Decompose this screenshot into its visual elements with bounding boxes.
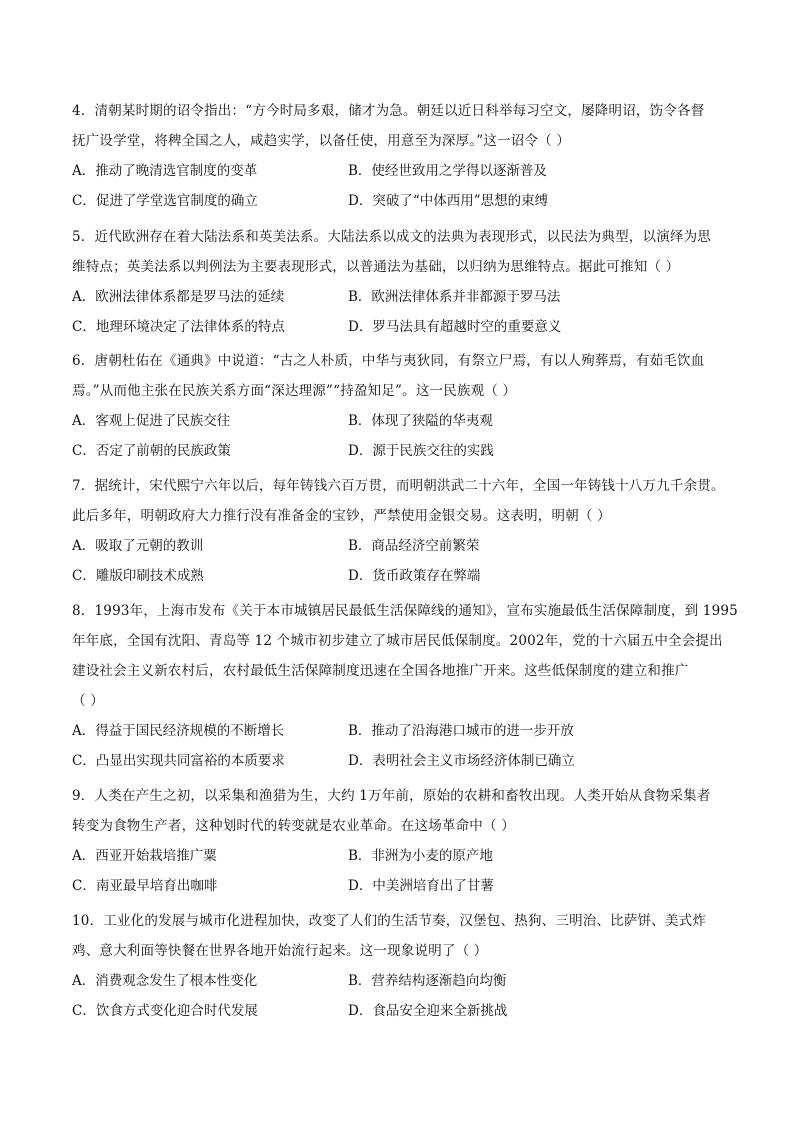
question-stem-line: 9．人类在产生之初，以采集和渔猎为生，大约 1万年前，原始的农耕和畜牧出现。人类开始从食物采集者 (72, 788, 711, 804)
option-c[interactable]: C．地理环境决定了法律体系的特点 (72, 319, 285, 335)
option-row (72, 746, 732, 776)
option-row (72, 156, 732, 186)
option-a[interactable]: A．客观上促进了民族交往 (72, 413, 231, 429)
question-stem-line: （ ） (72, 693, 104, 709)
option-d[interactable]: D．源于民族交往的实践 (348, 443, 494, 459)
option-b[interactable]: B．商品经济空前繁荣 (348, 538, 480, 554)
question-stem-line: 4．清朝某时期的诏令指出：“方今时局多艰，储才为急。朝廷以近日科举每习空文，屡降明诏，饬令各督 (72, 103, 705, 119)
option-b[interactable]: B．欧洲法律体系并非都源于罗马法 (348, 289, 561, 305)
option-b[interactable]: B．推动了沿海港口城市的进一步开放 (348, 723, 574, 739)
option-d[interactable]: D．中美洲培育出了甘薯 (348, 878, 494, 894)
option-b[interactable]: B．营养结构逐渐趋向均衡 (348, 973, 507, 989)
question-stem-line: 8．1993年，上海市发布《关于本市城镇居民最低生活保障线的通知》，宣布实施最低生活保障制度，到 1995 (72, 603, 738, 619)
question-6 (72, 346, 732, 466)
option-c[interactable]: C．否定了前朝的民族政策 (72, 443, 231, 459)
option-row (72, 996, 732, 1026)
question-5 (72, 222, 732, 342)
option-row (72, 966, 732, 996)
question-stem-line: 转变为食物生产者，这种划时代的转变就是农业革命。在这场革命中（ ） (72, 818, 515, 834)
question-stem-line: 建设社会主义新农村后，农村最低生活保障制度迅速在全国各地推广开来。这些低保制度的建立和推广 (72, 663, 689, 679)
option-d[interactable]: D．食品安全迎来全新挑战 (348, 1003, 508, 1019)
option-a[interactable]: A．西亚开始栽培推广粟 (72, 848, 217, 864)
option-a[interactable]: A．吸取了元朝的教训 (72, 538, 204, 554)
option-row (72, 561, 732, 591)
option-a[interactable]: A．欧洲法律体系都是罗马法的延续 (72, 289, 285, 305)
option-c[interactable]: C．促进了学堂选官制度的确立 (72, 193, 258, 209)
question-stem-line: 焉。”从而他主张在民族关系方面“深达理源”“持盈知足”。这一民族观（ ） (72, 383, 517, 399)
option-row (72, 841, 732, 871)
option-d[interactable]: D．表明社会主义市场经济体制已确立 (348, 753, 575, 769)
option-row (72, 312, 732, 342)
option-d[interactable]: D．货币政策存在弊端 (348, 568, 481, 584)
question-8 (72, 596, 738, 776)
option-c[interactable]: C．凸显出实现共同富裕的本质要求 (72, 753, 285, 769)
question-stem-line: 鸡、意大利面等快餐在世界各地开始流行起来。这一现象说明了（ ） (72, 943, 488, 959)
question-4 (72, 96, 732, 216)
question-stem-line: 此后多年，明朝政府大力推行没有准备金的宝钞，严禁使用金银交易。这表明，明朝（ ） (72, 508, 611, 524)
option-row (72, 531, 732, 561)
option-row (72, 871, 732, 901)
option-row (72, 282, 732, 312)
option-b[interactable]: B．非洲为小麦的原产地 (348, 848, 493, 864)
option-b[interactable]: B．使经世致用之学得以逐渐普及 (348, 163, 547, 179)
question-stem-line: 年年底，全国有沈阳、青岛等 12 个城市初步建立了城市居民低保制度。2002年，党的十六届五中全会提出 (72, 633, 723, 649)
option-row (72, 186, 732, 216)
option-b[interactable]: B．体现了狭隘的华夷观 (348, 413, 493, 429)
question-stem-line: 6．唐朝杜佑在《通典》中说道：“古之人朴质，中华与夷狄同，有祭立尸焉，有以人殉葬焉，有茹毛饮血 (72, 353, 705, 369)
question-7 (72, 471, 732, 591)
question-stem-line: 维特点；英美法系以判例法为主要表现形式，以普通法为基础，以归纳为思维特点。据此可推知（ ） (72, 259, 680, 275)
question-10 (72, 906, 732, 1026)
option-a[interactable]: A．推动了晚清选官制度的变革 (72, 163, 258, 179)
option-row (72, 406, 732, 436)
question-stem-line: 抚广设学堂，将稗全国之人，咸趋实学，以备任使，用意至为深厚。”这一诏令（ ） (72, 133, 571, 149)
option-d[interactable]: D．罗马法具有超越时空的重要意义 (348, 319, 562, 335)
question-stem-line: 5．近代欧洲存在着大陆法系和英美法系。大陆法系以成文的法典为表现形式，以民法为典型，以演绎为思 (72, 229, 711, 245)
option-row (72, 436, 732, 466)
question-stem-line: 10．工业化的发展与城市化进程加快，改变了人们的生活节奏，汉堡包、热狗、三明治、比萨饼、美式炸 (72, 913, 707, 929)
option-c[interactable]: C．雕版印刷技术成熟 (72, 568, 204, 584)
option-c[interactable]: C．南亚最早培育出咖啡 (72, 878, 218, 894)
option-a[interactable]: A．消费观念发生了根本性变化 (72, 973, 258, 989)
option-row (72, 716, 732, 746)
question-stem-line: 7．据统计，宋代熙宁六年以后，每年铸钱六百万贯，而明朝洪武二十六年，全国一年铸钱十八万九千余贯。 (72, 478, 725, 494)
option-d[interactable]: D．突破了“中体西用”思想的束缚 (348, 193, 549, 209)
option-c[interactable]: C．饮食方式变化迎合时代发展 (72, 1003, 258, 1019)
option-a[interactable]: A．得益于国民经济规模的不断增长 (72, 723, 285, 739)
question-9 (72, 781, 732, 901)
